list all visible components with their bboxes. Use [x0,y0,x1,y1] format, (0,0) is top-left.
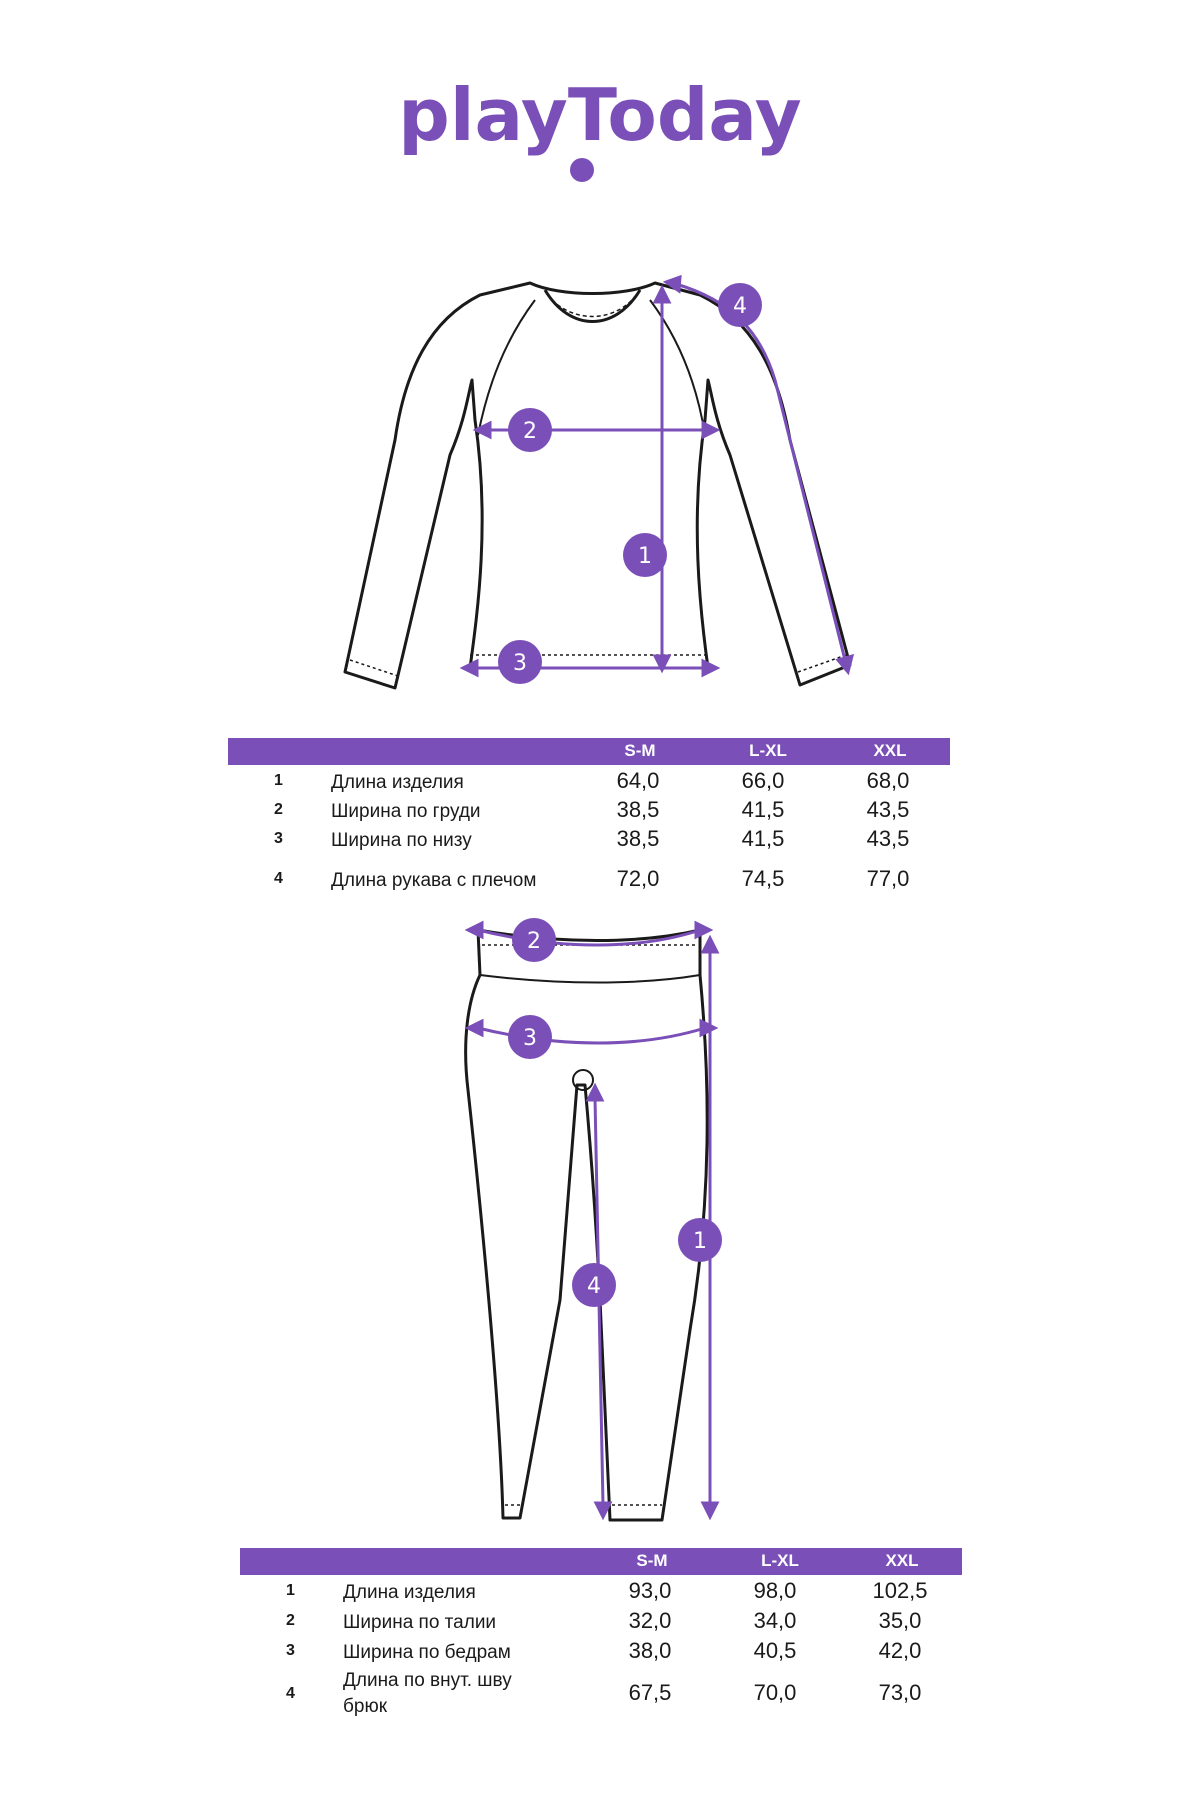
row-label: Ширина по низу [331,830,472,851]
row-value: 73,0 [878,1680,922,1705]
row-value: 77,0 [866,866,910,891]
row-value: 67,5 [628,1680,672,1705]
column-header: L-XL [761,1551,799,1570]
row-number: 2 [286,1612,295,1629]
leggings-size-table [240,1548,962,1768]
row-label-line1: Длина по внут. шву [343,1670,512,1691]
row-label: Ширина по талии [343,1612,497,1633]
row-value: 43,5 [866,826,910,851]
row-value: 38,5 [616,797,660,822]
row-number: 3 [274,830,283,847]
row-label-line2: брюк [343,1696,388,1717]
row-value: 41,5 [741,826,785,851]
shirt-marker-4: 4 [733,294,747,319]
shirt-marker-3: 3 [513,651,527,676]
row-value: 32,0 [628,1608,672,1633]
row-value: 40,5 [753,1638,797,1663]
brand-logo [0,80,1200,190]
brand-logo-dot [570,158,594,182]
table-header [240,1548,962,1575]
leggings-marker-4: 4 [587,1274,601,1299]
shirt-diagram [0,250,1200,690]
row-number: 4 [274,870,283,887]
row-value: 102,5 [872,1578,928,1603]
column-header: S-M [636,1551,668,1570]
column-header: L-XL [749,741,787,760]
shirt-size-table [228,738,950,898]
column-header: S-M [624,741,656,760]
row-value: 74,5 [741,866,785,891]
row-number: 2 [274,801,283,818]
row-value: 38,0 [628,1638,672,1663]
row-value: 64,0 [616,768,660,793]
row-label: Длина рукава с плечом [331,870,537,891]
row-value: 68,0 [866,768,910,793]
row-number: 3 [286,1642,295,1659]
row-label: Длина изделия [343,1582,476,1603]
row-value: 66,0 [741,768,785,793]
column-header: XXL [885,1551,919,1570]
table-header [228,738,950,765]
row-value: 42,0 [878,1638,922,1663]
row-value: 41,5 [741,797,785,822]
shirt-marker-2: 2 [523,419,537,444]
row-value: 72,0 [616,866,660,891]
leggings-marker-2: 2 [527,929,541,954]
brand-logo-text: playToday [398,80,802,157]
row-value: 34,0 [753,1608,797,1633]
leggings-marker-1: 1 [693,1229,707,1254]
row-value: 43,5 [866,797,910,822]
row-number: 4 [286,1685,295,1702]
row-label: Длина изделия [331,772,464,793]
column-header: XXL [873,741,907,760]
row-value: 35,0 [878,1608,922,1633]
shirt-markers [498,283,762,684]
leggings-marker-3: 3 [523,1026,537,1051]
shirt-marker-1: 1 [638,544,652,569]
row-label: Ширина по груди [331,801,481,822]
row-label: Ширина по бедрам [343,1642,511,1663]
leggings-diagram [0,910,1200,1530]
row-number: 1 [286,1582,295,1599]
row-number: 1 [274,772,283,789]
row-value: 98,0 [753,1578,797,1603]
row-value: 38,5 [616,826,660,851]
row-value: 93,0 [628,1578,672,1603]
row-value: 70,0 [753,1680,797,1705]
